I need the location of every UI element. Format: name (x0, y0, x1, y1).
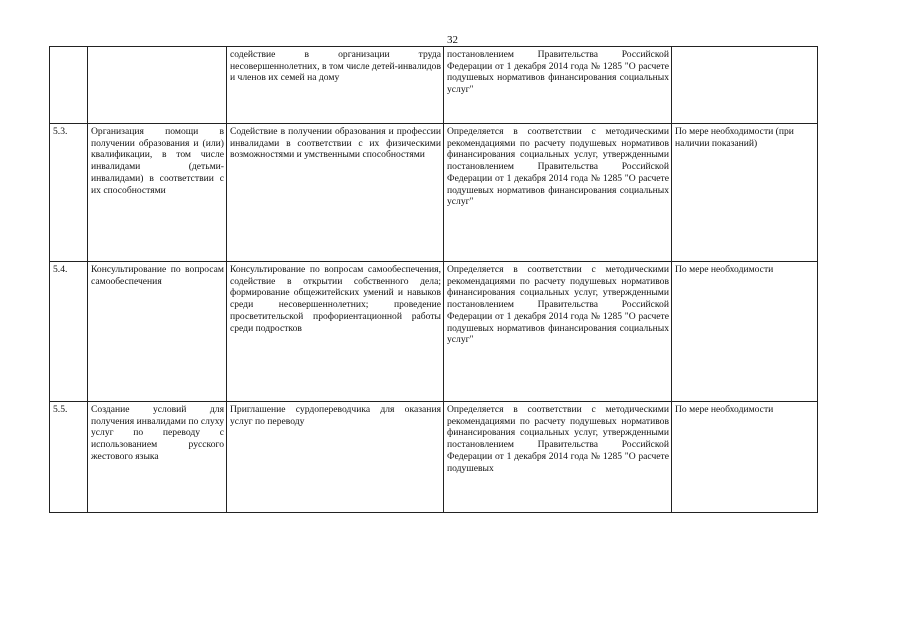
service-description: Приглашение сурдопереводчика для оказания услуг по переводу (227, 402, 444, 513)
service-name: Организация помощи в получении образования и (или) квалификации, в том числе инвалидами (детьми-инвалидами) в соответствии с их способностями (88, 124, 227, 262)
service-number (50, 47, 88, 124)
service-norm: Определяется в соответствии с методическими рекомендациями по расчету подушевых нормативов финансирования социальных услуг, утвержденными постановлением Правительства Российской Федерации от 1 декабря 2014 года № 1285 "О расчете подушевых (444, 402, 672, 513)
services-table (49, 46, 818, 513)
service-term: По мере необходимости (672, 262, 818, 402)
service-term: По мере необходимости (при наличии показаний) (672, 124, 818, 262)
service-name: Создание условий для получения инвалидами по слуху услуг по переводу с использованием русского жестового языка (88, 402, 227, 513)
service-name (88, 47, 227, 124)
service-term: По мере необходимости (672, 402, 818, 513)
table-row (50, 262, 818, 402)
table-row (50, 402, 818, 513)
service-term (672, 47, 818, 124)
table-row (50, 47, 818, 124)
page-number: 32 (447, 34, 458, 46)
service-norm: Определяется в соответствии с методическими рекомендациями по расчету подушевых нормативов финансирования социальных услуг, утвержденными постановлением Правительства Российской Федерации от 1 декабря 2014 года № 1285 "О расчете подушевых нормативов финансирования социальных услуг" (444, 124, 672, 262)
service-number: 5.5. (50, 402, 88, 513)
service-norm: Определяется в соответствии с методическими рекомендациями по расчету подушевых нормативов финансирования социальных услуг, утвержденными постановлением Правительства Российской Федерации от 1 декабря 2014 года № 1285 "О расчете подушевых нормативов финансирования социальных услуг" (444, 262, 672, 402)
table-row (50, 124, 818, 262)
service-description: Консультирование по вопросам самообеспечения, содействие в открытии собственного дела; формирование общежитейских умений и навыков среди несовершеннолетних; проведение просветительской профориентационной работы среди подростков (227, 262, 444, 402)
service-norm: постановлением Правительства Российской Федерации от 1 декабря 2014 года № 1285 "О расчете подушевых нормативов финансирования социальных услуг" (444, 47, 672, 124)
service-number: 5.4. (50, 262, 88, 402)
service-name: Консультирование по вопросам самообеспечения (88, 262, 227, 402)
service-description: Содействие в получении образования и профессии инвалидами в соответствии с их физическими возможностями и умственными способностями (227, 124, 444, 262)
service-description: содействие в организации труда несовершеннолетних, в том числе детей-инвалидов и членов их семей на дому (227, 47, 444, 124)
service-number: 5.3. (50, 124, 88, 262)
